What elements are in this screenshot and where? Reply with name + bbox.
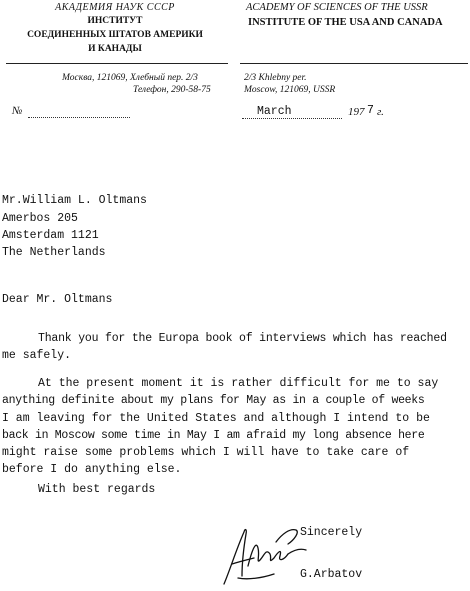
body-p1-line2: me safely. bbox=[2, 349, 72, 362]
body-p2-line4: back in Moscow some time in May I am afraid my long absence here bbox=[2, 429, 425, 442]
letterhead-institute-ru-line2: СОЕДИНЕННЫХ ШТАТОВ АМЕРИКИ bbox=[27, 30, 203, 40]
body-p2-line1: At the present moment it is rather difficult for me to say bbox=[38, 377, 439, 390]
letterhead-address-ru-line2: Телефон, 290-58-75 bbox=[133, 85, 211, 95]
letterhead-institute-en: INSTITUTE OF THE USA AND CANADA bbox=[248, 17, 443, 28]
salutation: Dear Mr. Oltmans bbox=[2, 293, 113, 306]
recipient-city: Amsterdam 1121 bbox=[2, 229, 99, 242]
letterhead-address-ru-line1: Москва, 121069, Хлебный пер. 2/3 bbox=[62, 73, 198, 83]
recipient-street: Amerbos 205 bbox=[2, 212, 78, 225]
letterhead-academy-en: ACADEMY OF SCIENCES OF THE USSR bbox=[246, 2, 428, 13]
letterhead-address-en-line1: 2/3 Khlebny per. bbox=[244, 73, 307, 83]
letterhead-rule-left bbox=[6, 63, 228, 64]
letterhead-academy-ru: АКАДЕМИЯ НАУК СССР bbox=[55, 2, 175, 13]
letterhead-number-label: № bbox=[12, 105, 23, 117]
recipient-country: The Netherlands bbox=[2, 246, 106, 259]
date-dotted-line bbox=[242, 118, 342, 119]
body-p2-line2: anything definite about my plans for May as in a couple of weeks bbox=[2, 394, 425, 407]
signature-name: G.Arbatov bbox=[300, 568, 363, 581]
body-p2-line3: I am leaving for the United States and although I intend to be bbox=[2, 412, 430, 425]
date-month: March bbox=[257, 105, 292, 118]
letterhead-institute-ru-line3: И КАНАДЫ bbox=[88, 44, 142, 54]
number-dotted-line bbox=[28, 117, 130, 118]
body-p1-line1: Thank you for the Europa book of interviews which has reached bbox=[38, 332, 447, 345]
date-suffix: г. bbox=[377, 106, 384, 118]
letterhead-address-en-line2: Moscow, 121069, USSR bbox=[244, 85, 336, 95]
closing-regards: With best regards bbox=[38, 483, 156, 496]
recipient-name: Mr.William L. Oltmans bbox=[2, 194, 147, 207]
date-year-prefix: 197 bbox=[348, 106, 365, 118]
body-p2-line6: before I do anything else. bbox=[2, 463, 182, 476]
signature-closing: Sincerely bbox=[300, 526, 363, 539]
letterhead-rule-right bbox=[240, 63, 468, 64]
body-p2-line5: might raise some problems which I will have to take care of bbox=[2, 446, 410, 459]
date-year-digit: 7 bbox=[367, 104, 374, 117]
letterhead-institute-ru-line1: ИНСТИТУТ bbox=[87, 16, 143, 26]
